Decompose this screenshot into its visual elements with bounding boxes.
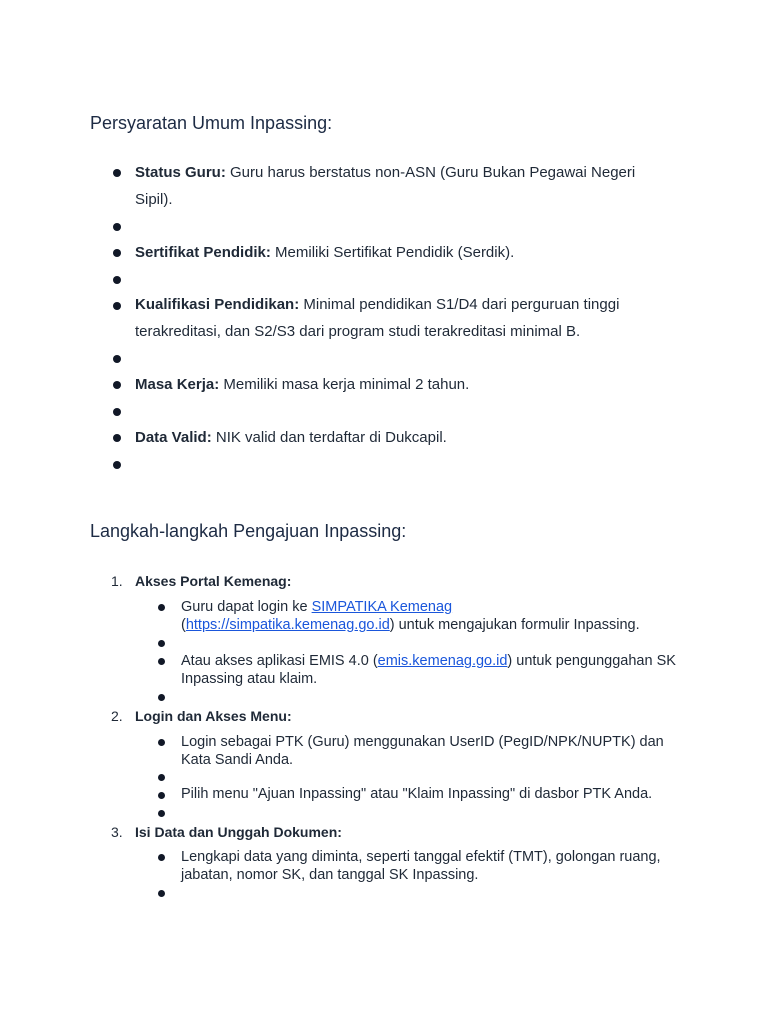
bullet-icon <box>113 249 121 257</box>
step-number: 1. <box>111 573 123 589</box>
requirement-item-certificate <box>135 239 665 266</box>
step-number: 3. <box>111 824 123 840</box>
requirement-item-work-period <box>135 371 665 398</box>
requirement-item-status <box>135 159 665 213</box>
step-number: 2. <box>111 708 123 724</box>
empty-bullet-icon <box>158 890 165 897</box>
bullet-icon <box>113 169 121 177</box>
requirement-label: Status Guru: <box>135 164 226 181</box>
substep-emis <box>181 653 681 688</box>
substep-text: ) untuk mengajukan formulir Inpassing. <box>389 616 640 633</box>
empty-bullet-icon <box>113 276 121 284</box>
bullet-icon <box>113 434 121 442</box>
empty-bullet-icon <box>158 640 165 647</box>
substep-choose-menu: Pilih menu "Ajuan Inpassing" atau "Klaim Inpassing" di dasbor PTK Anda. <box>181 786 653 802</box>
bullet-icon <box>113 381 121 389</box>
requirement-label: Masa Kerja: <box>135 376 220 393</box>
emis-link[interactable]: emis.kemenag.go.id <box>377 653 508 669</box>
requirement-label: Sertifikat Pendidik: <box>135 244 271 261</box>
requirement-text: Memiliki masa kerja minimal 2 tahun. <box>219 376 470 393</box>
step-title-upload: Isi Data dan Unggah Dokumen: <box>135 824 342 840</box>
bullet-icon <box>158 854 165 861</box>
requirement-text: Minimal pendidikan S1/D4 dari perguruan tinggi terakreditasi, dan S2/S3 dari program studi terakreditasi minimal B. <box>135 296 620 340</box>
requirement-text: NIK valid dan terdaftar di Dukcapil. <box>211 429 447 446</box>
requirement-text: Guru harus berstatus non-ASN (Guru Bukan Pegawai Negeri Sipil). <box>135 164 636 208</box>
simpatika-link[interactable]: SIMPATIKA Kemenag <box>311 599 453 615</box>
empty-bullet-icon <box>158 694 165 701</box>
empty-bullet-icon <box>158 774 165 781</box>
substep-text: Atau akses aplikasi EMIS 4.0 ( <box>181 653 378 669</box>
requirement-text: Memiliki Sertifikat Pendidik (Serdik). <box>270 244 515 261</box>
empty-bullet-icon <box>113 461 121 469</box>
requirement-item-qualification <box>135 291 665 345</box>
requirement-label: Data Valid: <box>135 429 212 446</box>
substep-login-ptk: Login sebagai PTK (Guru) menggunakan UserID (PegID/NPK/NUPTK) dan Kata Sandi Anda. <box>181 734 664 768</box>
bullet-icon <box>158 739 165 746</box>
step-title-login-menu: Login dan Akses Menu: <box>135 708 292 724</box>
substep-text: Guru dapat login ke <box>181 599 312 615</box>
bullet-icon <box>113 302 121 310</box>
empty-bullet-icon <box>113 408 121 416</box>
substep-login-simpatika: Guru dapat login ke SIMPATIKA Kemenag (https://simpatika.kemenag.go.id) untuk mengajukan formulir Inpassing. <box>181 599 640 633</box>
bullet-icon <box>158 792 165 799</box>
simpatika-url-link[interactable]: https://simpatika.kemenag.go.id <box>185 616 390 633</box>
bullet-icon <box>158 658 165 665</box>
empty-bullet-icon <box>113 355 121 363</box>
requirement-item-valid-data <box>135 424 665 451</box>
section-heading-steps: Langkah-langkah Pengajuan Inpassing: <box>90 521 407 541</box>
section-heading-requirements: Persyaratan Umum Inpassing: <box>90 113 333 133</box>
step-title-portal: Akses Portal Kemenag: <box>135 573 292 589</box>
empty-bullet-icon <box>158 810 165 817</box>
bullet-icon <box>158 604 165 611</box>
substep-fill-data: Lengkapi data yang diminta, seperti tanggal efektif (TMT), golongan ruang, jabatan, nomor SK, dan tanggal SK Inpassing. <box>181 849 661 883</box>
substep-text: ) untuk pengunggahan SK Inpassing atau klaim. <box>181 653 676 687</box>
empty-bullet-icon <box>113 223 121 231</box>
requirement-label: Kualifikasi Pendidikan: <box>135 296 300 313</box>
